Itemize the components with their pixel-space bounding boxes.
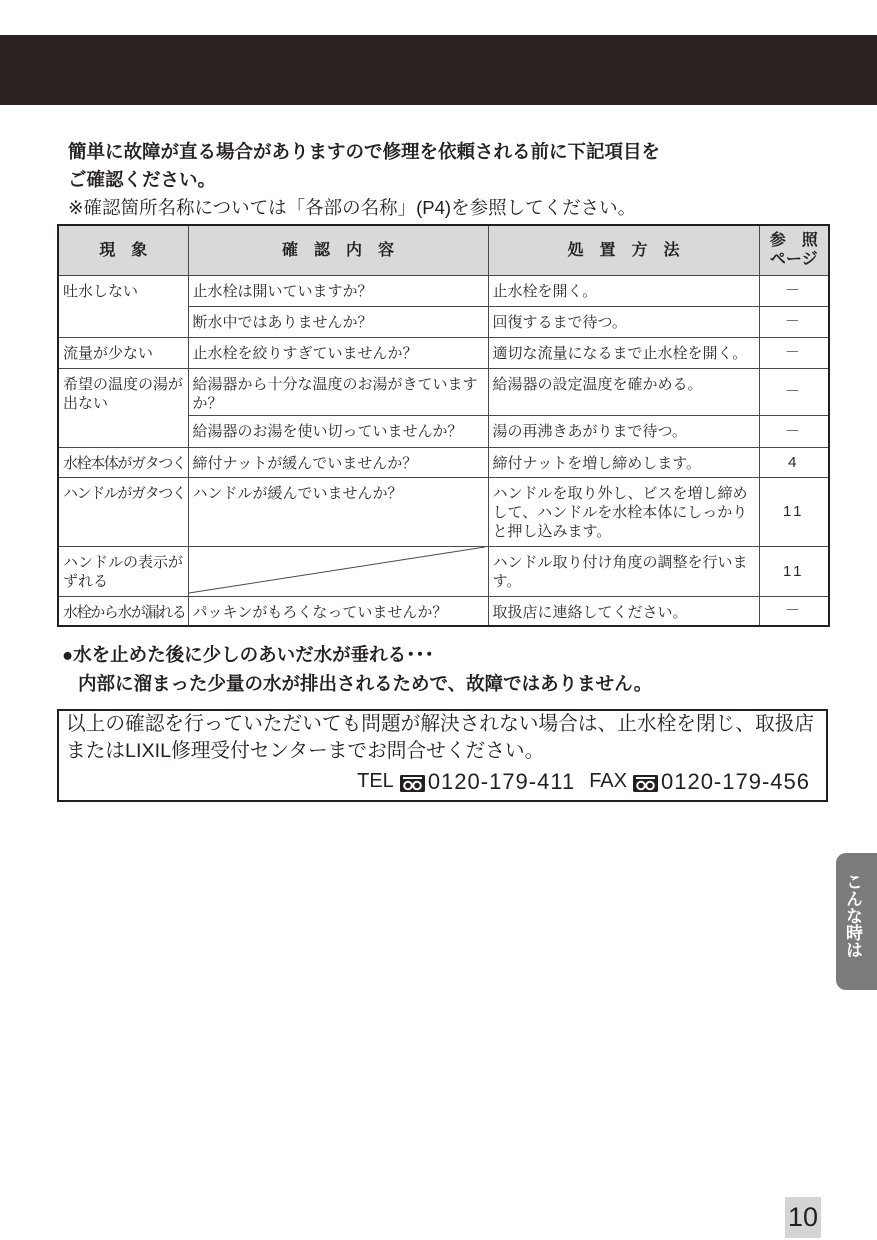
symptom-cell <box>58 546 188 596</box>
table-header-row <box>58 225 829 275</box>
check-text: 給湯器から十分な温度のお湯がきています <box>192 375 478 393</box>
table-row <box>58 596 829 626</box>
fax-label: FAX <box>589 770 627 792</box>
diagonal-slash <box>188 546 486 594</box>
free-dial-icon <box>633 773 658 790</box>
symptom-cell <box>58 368 188 447</box>
header-ref-page <box>759 225 829 275</box>
header-check: 確 認 内 容 <box>188 225 488 275</box>
ref-page: － <box>759 275 829 306</box>
check-cell <box>188 275 488 306</box>
action-cell <box>488 275 759 306</box>
check-text: パッキンがもろくなっていませんか？ <box>192 603 448 621</box>
action-cell <box>488 337 759 368</box>
check-cell <box>188 415 488 447</box>
side-tab-label: こんな時は <box>843 873 862 958</box>
symptom-text: 出ない <box>63 394 109 412</box>
contact-line-1: 以上の確認を行っていただいても問題が解決されない場合は、止水栓を閉じ、取扱店 <box>66 713 815 735</box>
fax-number: 0120-179-456 <box>660 769 810 794</box>
check-cell <box>188 306 488 337</box>
symptom-text: 流量が少ない <box>63 344 154 362</box>
ref-page: － <box>759 306 829 337</box>
table-row <box>58 275 829 306</box>
check-cell <box>188 337 488 368</box>
table-row <box>58 368 829 415</box>
symptom-text: ずれる <box>63 572 109 590</box>
contact-box <box>57 709 828 802</box>
side-tab <box>836 853 877 990</box>
header-symptom: 現 象 <box>58 225 188 275</box>
free-dial-icon <box>400 773 425 790</box>
action-cell <box>488 415 759 447</box>
symptom-cell <box>58 337 188 368</box>
symptom-cell <box>58 596 188 626</box>
action-cell <box>488 368 759 415</box>
ref-page: － <box>759 337 829 368</box>
notice <box>62 640 652 698</box>
check-text: 断水中ではありませんか？ <box>192 313 373 331</box>
intro-line-2: ご確認ください。 <box>68 169 217 190</box>
notice-title: ●水を止めた後に少しのあいだ水が垂れる･･･ <box>62 644 434 665</box>
check-text: ハンドルが緩んでいませんか？ <box>192 484 403 502</box>
action-text: 湯の再沸きあがりまで待つ。 <box>492 422 687 440</box>
action-text: と押し込みます。 <box>492 522 612 540</box>
check-cell <box>188 596 488 626</box>
header-action: 処 置 方 法 <box>488 225 759 275</box>
action-text: 止水栓を開く。 <box>492 282 598 300</box>
action-cell <box>488 306 759 337</box>
action-text: ハンドルを取り外し、ビスを増し締め <box>492 484 748 502</box>
action-cell <box>488 477 759 546</box>
check-cell <box>188 368 488 415</box>
action-text: す。 <box>492 572 522 590</box>
action-text: 取扱店に連絡してください。 <box>492 603 688 621</box>
symptom-text: 希望の温度の湯が <box>63 375 184 393</box>
check-text: か？ <box>192 394 223 412</box>
page-number: 10 <box>785 1197 821 1238</box>
intro <box>68 138 660 222</box>
action-text: して、ハンドルを水栓本体にしっかり <box>492 503 748 521</box>
symptom-text: ハンドルがガタつく <box>63 484 186 502</box>
ref-page: － <box>759 596 829 626</box>
symptom-text: ハンドルの表示が <box>63 553 184 571</box>
intro-note: ※確認箇所名称については「各部の名称」(P4)を参照してください。 <box>68 197 637 218</box>
action-cell <box>488 546 759 596</box>
action-text: 締付ナットを増し締めします。 <box>492 454 702 472</box>
check-text: 止水栓は開いていますか？ <box>192 282 373 300</box>
contact-line-2: またはLIXIL修理受付センターまでお問合せください。 <box>66 740 545 762</box>
action-text: ハンドル取り付け角度の調整を行いま <box>492 553 748 571</box>
symptom-text: 水栓本体がガタつく <box>63 454 186 472</box>
header-ref-line-1: 参 照 <box>769 232 818 250</box>
symptom-cell <box>58 447 188 477</box>
symptom-text: 水栓から水が漏れる <box>63 603 186 621</box>
tel-number: 0120-179-411 <box>427 769 576 794</box>
action-text: 回復するまで待つ。 <box>492 313 627 331</box>
intro-line-1: 簡単に故障が直る場合がありますので修理を依頼される前に下記項目を <box>68 141 661 162</box>
action-text: 適切な流量になるまで止水栓を開く。 <box>492 344 748 362</box>
check-cell <box>188 447 488 477</box>
phone-line <box>66 768 810 795</box>
action-text: 給湯器の設定温度を確かめる。 <box>492 375 703 393</box>
ref-page: 11 <box>759 546 829 596</box>
ref-page: － <box>759 415 829 447</box>
header-bar <box>0 35 877 105</box>
check-text: 締付ナットが緩んでいませんか？ <box>192 454 418 472</box>
symptom-cell <box>58 477 188 546</box>
tel-label: TEL <box>357 770 394 792</box>
check-text: 給湯器のお湯を使い切っていませんか？ <box>192 422 463 440</box>
check-text: 止水栓を絞りすぎていませんか？ <box>192 344 418 362</box>
ref-page: 11 <box>759 477 829 546</box>
table-row <box>58 447 829 477</box>
action-cell <box>488 447 759 477</box>
action-cell <box>488 596 759 626</box>
table-row <box>58 477 829 546</box>
header-ref-line-2: ページ <box>769 251 818 269</box>
table-row <box>58 337 829 368</box>
notice-body: 内部に溜まった少量の水が排出されるためで、故障ではありません。 <box>78 673 653 694</box>
symptom-text: 吐水しない <box>63 282 139 300</box>
ref-page: － <box>759 368 829 415</box>
ref-page: 4 <box>759 447 829 477</box>
symptom-cell <box>58 275 188 337</box>
check-cell <box>188 477 488 546</box>
